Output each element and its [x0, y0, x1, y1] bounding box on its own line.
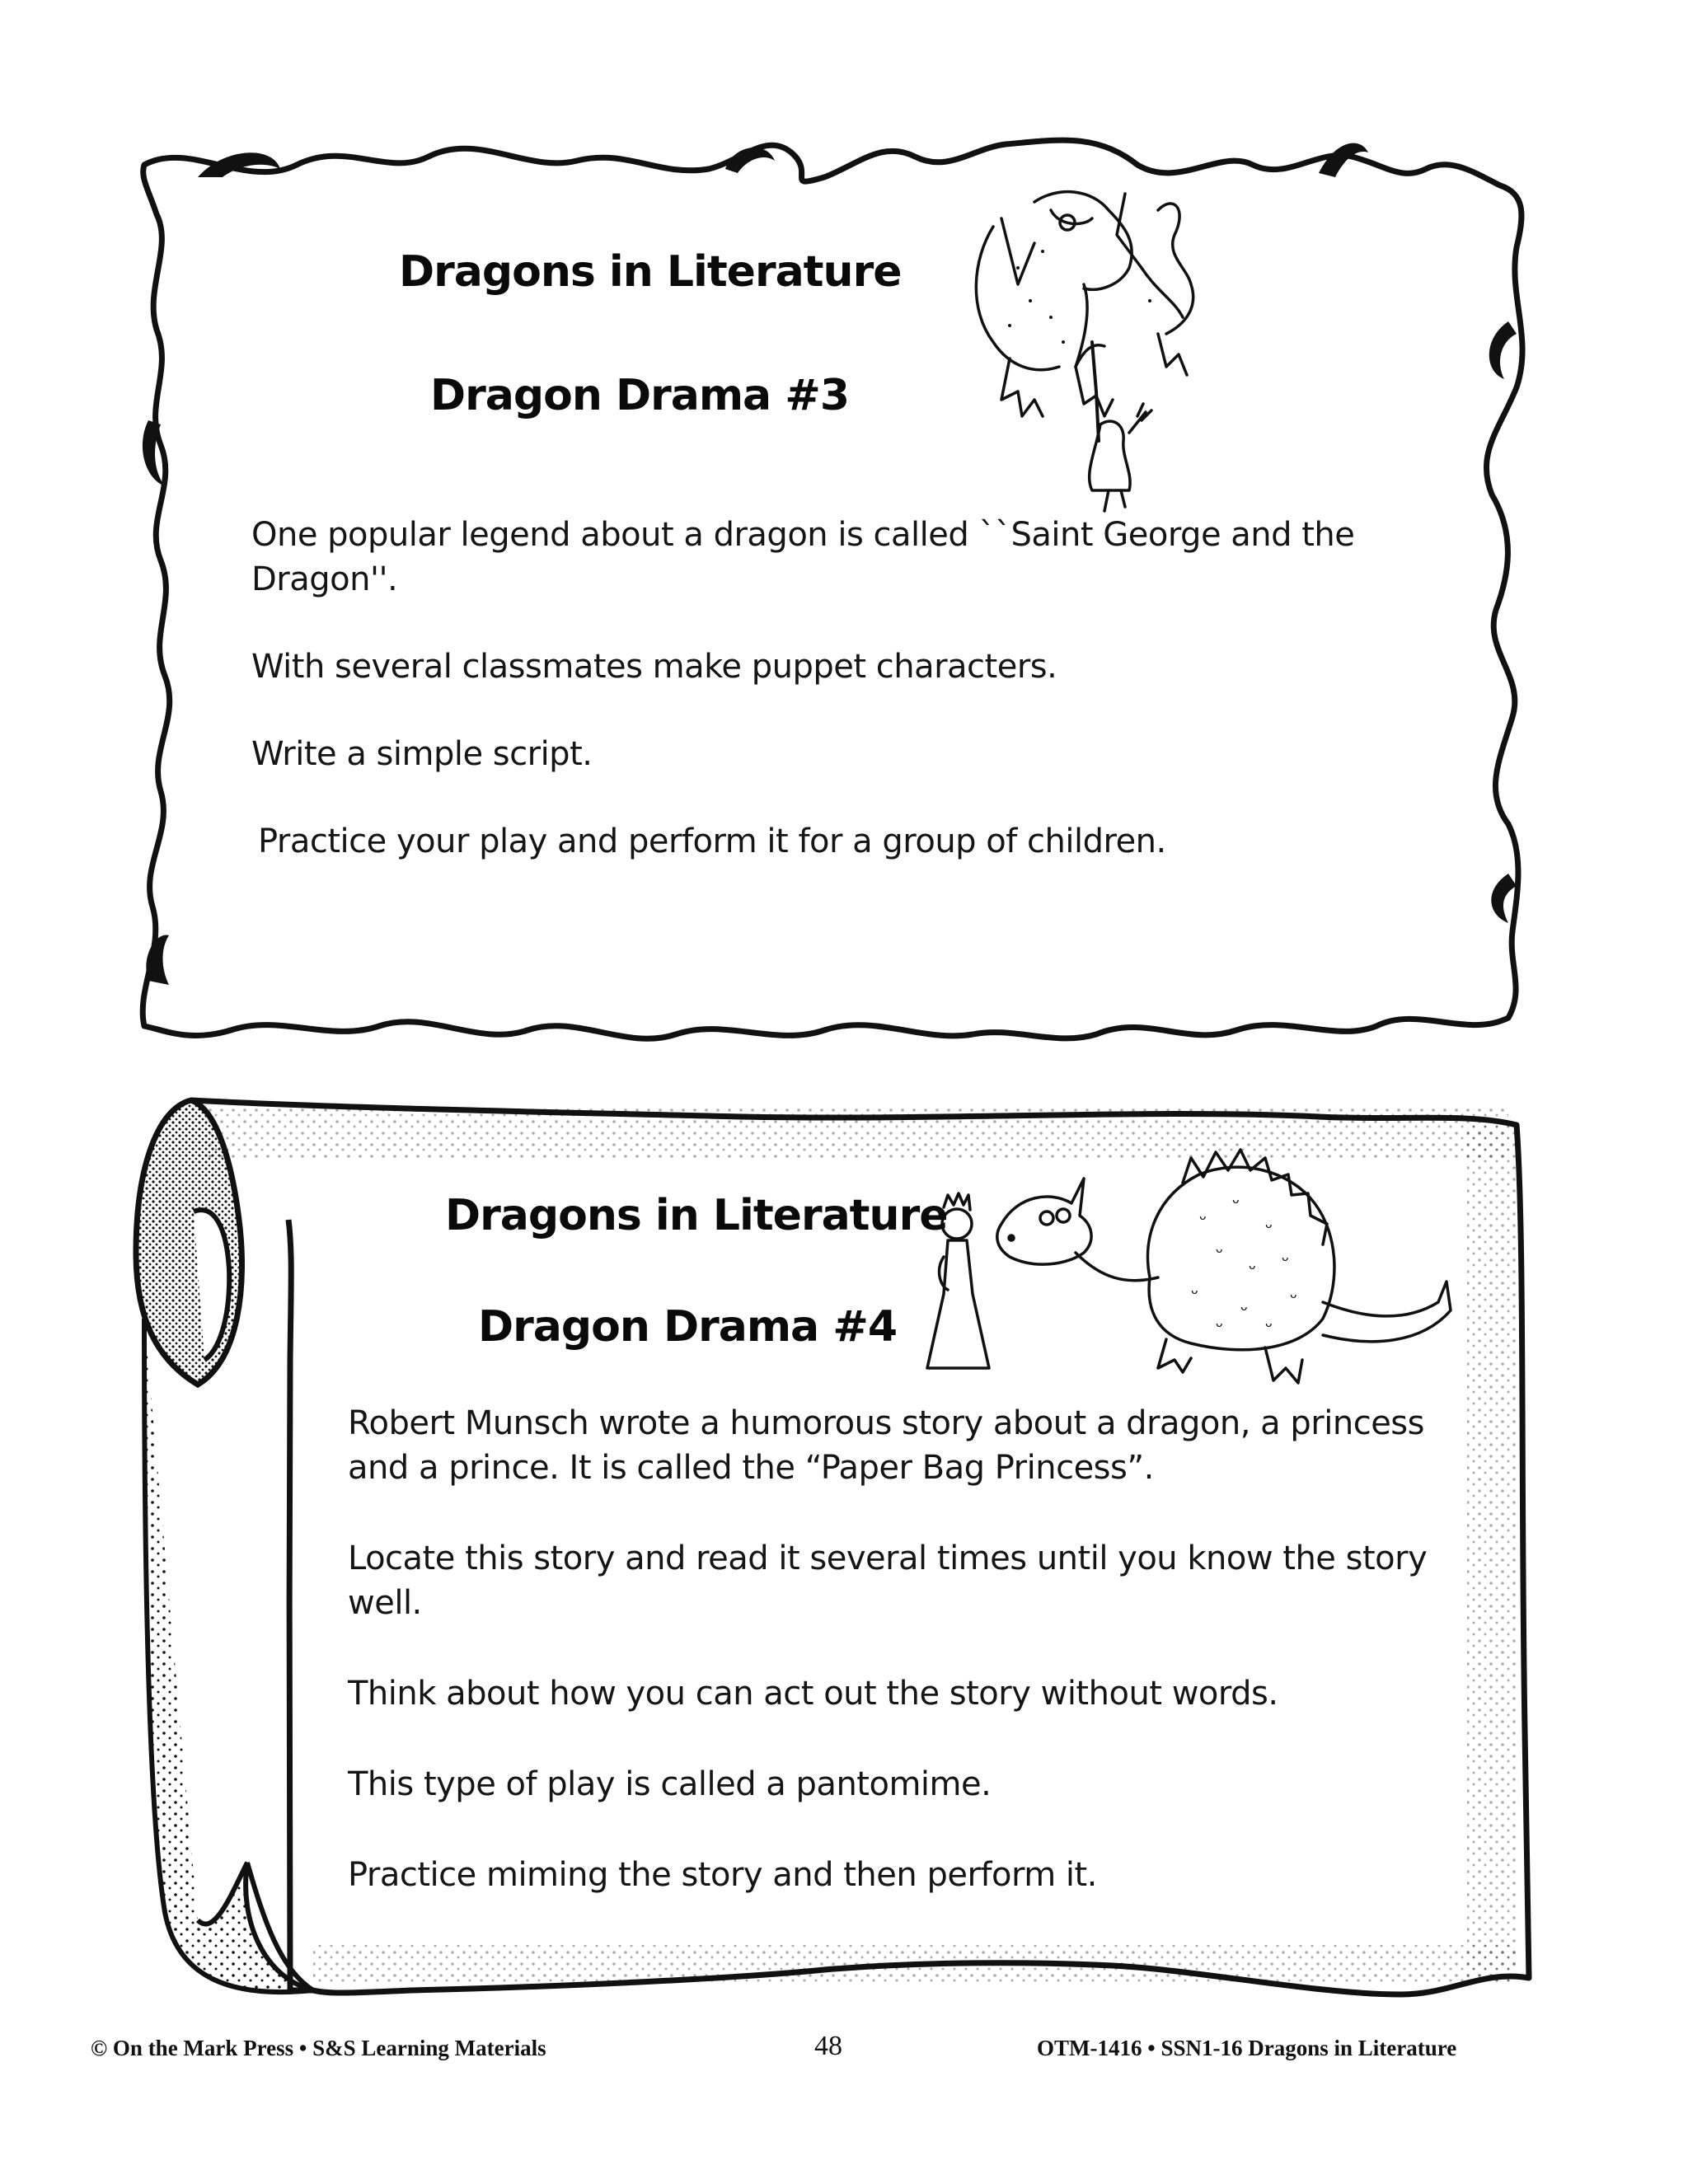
page-number: 48 [814, 2031, 842, 2061]
card1-paragraph: Write a simple script. [251, 735, 593, 773]
card1-title: Dragons in Literature [399, 247, 902, 297]
card1-paragraph: With several classmates make puppet characters. [251, 648, 1057, 686]
svg-text:ᴗ: ᴗ [1265, 1218, 1273, 1231]
svg-text:ᴗ: ᴗ [1240, 1301, 1248, 1314]
svg-text:ᴗ: ᴗ [1216, 1317, 1223, 1330]
card2-paragraph: Locate this story and read it several times until you know the story well. [348, 1540, 1428, 1622]
svg-text:ᴗ: ᴗ [1191, 1284, 1198, 1297]
svg-text:ᴗ: ᴗ [1199, 1210, 1207, 1223]
card2-paragraph: Think about how you can act out the story without words. [348, 1675, 1278, 1713]
card2-paragraph: This type of play is called a pantomime. [348, 1765, 992, 1803]
svg-text:ᴗ: ᴗ [1265, 1317, 1273, 1330]
footer-publisher: © On the Mark Press • S&S Learning Materials [91, 2036, 546, 2060]
footer-series: OTM-1416 • SSN1-16 Dragons in Literature [1037, 2036, 1457, 2060]
svg-text:ᴗ: ᴗ [1282, 1251, 1289, 1264]
card2-body [348, 1401, 1444, 1897]
card2-paragraph: Robert Munsch wrote a humorous story about a dragon, a princess and a prince. It is called the “Paper Bag Princess”. [348, 1404, 1424, 1487]
card1-subtitle: Dragon Drama #3 [430, 371, 849, 420]
card1-paragraph: Practice your play and perform it for a group of children. [258, 823, 1166, 860]
card1-paragraph: One popular legend about a dragon is called ``Saint George and the Dragon''. [251, 516, 1355, 598]
svg-text:ᴗ: ᴗ [1249, 1259, 1256, 1272]
svg-text:ᴗ: ᴗ [1232, 1193, 1240, 1207]
princess-and-dragon-illustration [911, 1146, 1471, 1393]
svg-text:ᴗ: ᴗ [1290, 1288, 1297, 1301]
card2-paragraph: Practice miming the story and then perform it. [348, 1856, 1097, 1894]
card2-subtitle: Dragon Drama #4 [478, 1302, 897, 1352]
card2-title: Dragons in Literature [445, 1191, 948, 1240]
svg-text:ᴗ: ᴗ [1216, 1243, 1223, 1256]
